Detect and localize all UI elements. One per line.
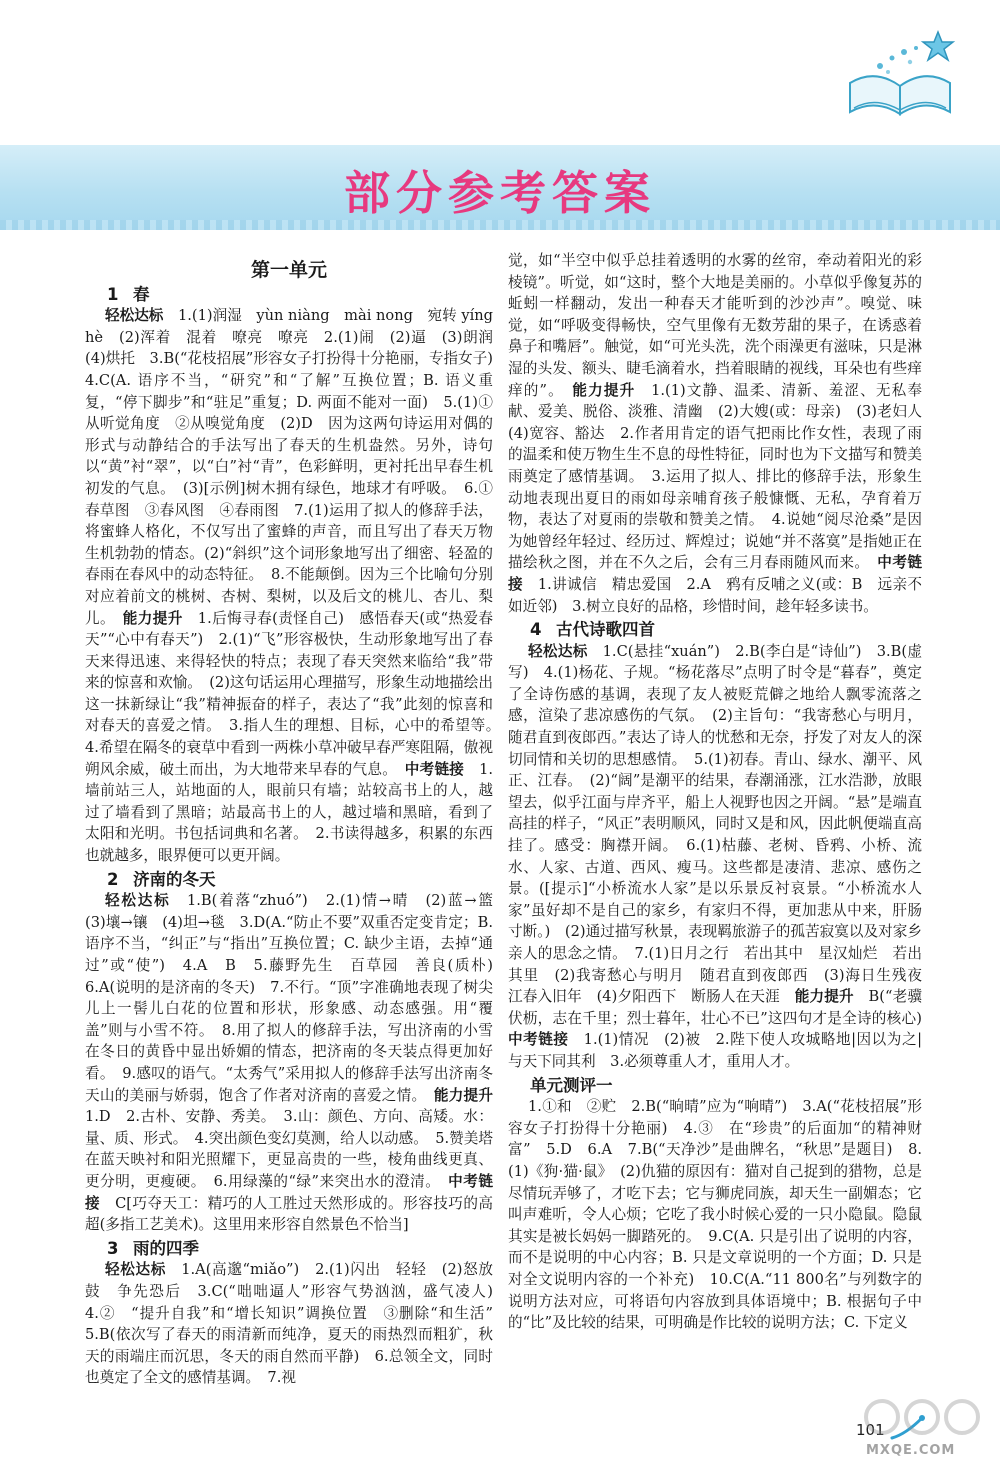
right-column: [508, 250, 937, 1334]
open-book-star-icon: [840, 28, 960, 118]
lesson-title: 4 古代诗歌四首: [530, 620, 655, 640]
answer-paragraph: 轻松达标 1.C(悬挂“xuán”) 2.B(李白是“诗仙”) 3.B(虚写) 4.(1)杨花、子规。“杨花落尽”点明了时令是“暮春”，奠定了全诗伤感的基调，表现了友人被贬荒僻之地给人飘零流落之感，渲染了悲凉感伤的气氛。 (2)主旨句：“我寄愁心与明月，随君直到夜郎西。”表达了诗人的忧愁和无奈，抒发了对友人的深切同情和关切的思想感情。 5.(1)初春。青山、绿水、潮平、风正、江春。 (2)“阔”是潮平的结果，春潮涌涨，江水浩渺，放眼望去，似乎江面与岸齐平，船上人视野也因之开阔。“悬”是端直高挂的样子，“风正”表明顺风，同时又是和风，因此帆便端直高挂了。感受：胸襟开阔。 6.(1)枯藤、老树、昏鸦、小桥、流水、人家、古道、西风、瘦马。这些都是凄清、悲凉、感伤之景。([提示]“小桥流水人家”是以乐景反衬哀景。“小桥流水人家”虽好却不是自己的家乡，有家归不得，更加悲从中来，肝肠寸断。) (2)通过描写秋景，表现羁旅游子的孤苦寂寞以及对家乡亲人的思念之情。 7.(1)日月之行 若出其中 星汉灿烂 若出其里 (2)我寄愁心与明月 随君直到夜郎西 (3)海日生残夜 江春入旧年 (4)夕阳西下 断肠人在天涯 能力提升 B(“老骥伏枥，志在千里；烈士暮年，壮心不已”这四句才是全诗的核心) 中考链接 1.(1)情况 (2)被 2.陛下使人攻城略地|因以为之|与天下同其利 3.必须尊重人才，重用人才。: [508, 642, 937, 1070]
lesson-title: 2 济南的冬天: [107, 869, 216, 889]
watermark-text: MXQE.COM: [866, 1443, 956, 1458]
page-title: 部分参考答案: [344, 166, 656, 220]
answer-paragraph: 觉，如“半空中似乎总挂着透明的水雾的丝帘，牵动着阳光的彩棱镜”。听觉，如“这时，整个大地是美丽的。小草似乎像复苏的蚯蚓一样翻动，发出一种春天才能听到的沙沙声”。嗅觉、味觉，如“呼吸变得畅快，空气里像有无数芳甜的果子，在诱惑着鼻子和嘴唇”。触觉，如“可光头洗，洗个雨澡更有滋味，只是淋湿的头发、额头、睫毛滴着水，挡着眼睛的视线，耳朵也有些痒痒的”。 能力提升 1.(1)文静、温柔、清新、羞涩、无私奉献、爱美、脱俗、淡雅、清幽 (2)大嫂(或：母亲) (3)老妇人 (4)宽容、豁达 2.作者用肯定的语气把雨比作女性，表现了雨的温柔和使万物生生不息的母性特征，同时也为下文描写和赞美雨奠定了感情基调。 3.运用了拟人、排比的修辞手法，形象生动地表现出夏日的雨如母亲哺育孩子般慷慨、无私，孕育着万物，表达了对夏雨的崇敬和赞美之情。 4.说她“阅尽沧桑”是因为她曾经年轻过、经历过、辉煌过；说她“并不落寞”是指她正在描绘秋之图，并在不久之后，会有三月春雨随风而来。 中考链接 1.讲诚信 精忠爱国 2.A 鸦有反哺之义(或：B 远亲不如近邻) 3.树立良好的品格，珍惜时间，趁年轻多读书。: [508, 252, 937, 615]
answer-paragraph: 1.①和 ②贮 2.B(“晌晴”应为“响晴”) 3.A(“花枝招展”形容女子打扮得十分艳丽) 4.③ 在“珍贵”的后面加“的精神财富” 5.D 6.A 7.B(“天净沙”是曲牌名，“秋思”是题目) 8.(1)《狗·猫·鼠》 (2)仇猫的原因有：猫对自己捉到的猎物，总是尽情玩弄够了，才吃下去；它与狮虎同族，却天生一副媚态；它叫声难听，令人心烦；它吃了我小时候心爱的一只小隐鼠。隐鼠其实是被长妈妈一脚踏死的。 9.C(A. 只是引出了说明的内容，而不是说明的中心内容；B. 只是文章说明的一个方面；D. 只是对全文说明内容的一个补充) 10.C(A.“11 800名”与列数字的说明方法对应，可将语句内容放到具体语境中；B. 根据句子中的“比”及比较的结果，可明确是作比较的说明方法；C. 下定义: [508, 1098, 922, 1332]
answer-paragraph: 轻松达标 1.A(高邈“miǎo”) 2.(1)闪出 轻轻 (2)怒放 鼓 争先恐后 3.C(“咄咄逼人”形容气势汹汹，盛气凌人) 4.② “提升自我”和“增长知识”调换位置 ③删除“和生活” 5.B(依次写了春天的雨清新而纯净，夏天的雨热烈而粗犷，秋天的雨端庄而沉思，冬天的雨自然而平静) 6.总领全文，同时也奠定了全文的感情基调。 7.视: [85, 1261, 508, 1387]
lesson-title: 1 春: [107, 284, 150, 304]
unit-title: 第一单元: [250, 259, 327, 281]
answer-paragraph: 轻松达标 1.B(着落“zhuó”) 2.(1)情→晴 (2)蓝→篮 (3)壤→镶 (4)坦→毯 3.D(A.“防止不要”双重否定变肯定；B. 语序不当，“纠正”与“指出”互换位置；C. 缺少主语，去掉“通过”或“使”) 4.A B 5.藤野先生 百草园 善良(质朴) 6.A(说明的是济南的冬天) 7.不行。“顶”字准确地表现了树尖儿上一髻儿白花的位置和形状，形象感、动态感强。用“覆盖”则与小雪不符。 8.用了拟人的修辞手法，写出济南的小雪在冬日的黄昏中显出娇媚的情态，把济南的冬天装点得更加好看。 9.感叹的语气。“太秀气”采用拟人的修辞手法写出济南冬天山的美丽与娇弱，饱含了作者对济南的喜爱之情。 能力提升 1.D 2.古朴、安静、秀美。 3.山：颜色、方向、高矮。水：量、质、形式。 4.突出颜色变幻莫测，给人以动感。 5.赞美塔在蓝天映衬和阳光照耀下，更显高贵的一些，棱角曲线更真、更分明，更瘦硬。 6.用绿藻的“绿”来突出水的澄清。 中考链接 C[巧夺天工：精巧的人工胜过天然形成的。形容技巧的高超(多指工艺美术)。这里用来形容自然景色不恰当]: [85, 892, 508, 1234]
answer-paragraph: 轻松达标 1.(1)润湿 yùn niàng mài nong 宛转 yíng hè (2)浑着 混着 嘹亮 嘹亮 2.(1)闹 (2)逼 (3)朗润 (4)烘托 3.B(“花枝招展”形容女子打扮得十分艳丽，专指女子) 4.C(A. 语序不当，“研究”和“了解”互换位置；B. 语义重复，“停下脚步”和“驻足”重复；D. 两面不能对一面) 5.(1)①从听觉角度 ②从嗅觉角度 (2)D 因为这两句诗运用对偶的形式与动静结合的手法写出了春天的生机盎然。另外，诗句以“黄”衬“翠”，以“白”衬“青”，色彩鲜明，更衬托出早春生机初发的气息。 (3)[示例]树木拥有绿色，地球才有呼吸。 6.①春草图 ③春风图 ④春雨图 7.(1)运用了拟人的修辞手法，将蜜蜂人格化，不仅写出了蜜蜂的声音，而且写出了春天万物生机勃勃的情态。(2)“斜织”这个词形象地写出了细密、轻盈的春雨在春风中的动态特征。 8.不能颠倒。因为三个比喻句分别对应着前文的桃树、杏树、梨树，以及后文的桃儿、杏儿、梨儿。 能力提升 1.后悔寻春(责怪自己) 感悟春天(或“热爱春天”“心中有春天”) 2.(1)“飞”形容极快，生动形象地写出了春天来得迅速、来得轻快的特点；表现了春天突然来临给“我”带来的惊喜和欢愉。 (2)这句话运用心理描写，形象生动地描绘出这一抹新绿让“我”精神振奋的样子，表达了“我”此刻的惊喜和对春天的喜爱之情。 3.指人生的理想、目标，心中的希望等。 4.希望在隔冬的衰草中看到一两株小草冲破早春严寒阻隔，傲视朔风余威，破土而出，为大地带来早春的气息。 中考链接 1.墙前站三人，站地面的人，眼前只有墙；站较高书上的人，越过了墙看到了黑暗；站最高书上的人，越过墙和黑暗，看到了太阳和光明。书包括词典和名著。 2.书读得越多，积累的东西也就越多，眼界便可以更开阔。: [85, 307, 508, 865]
left-column: [85, 250, 508, 1389]
lesson-title: 3 雨的四季: [107, 1238, 199, 1258]
section-title: 单元测评一: [530, 1075, 613, 1095]
page-number: 101: [856, 1421, 885, 1439]
